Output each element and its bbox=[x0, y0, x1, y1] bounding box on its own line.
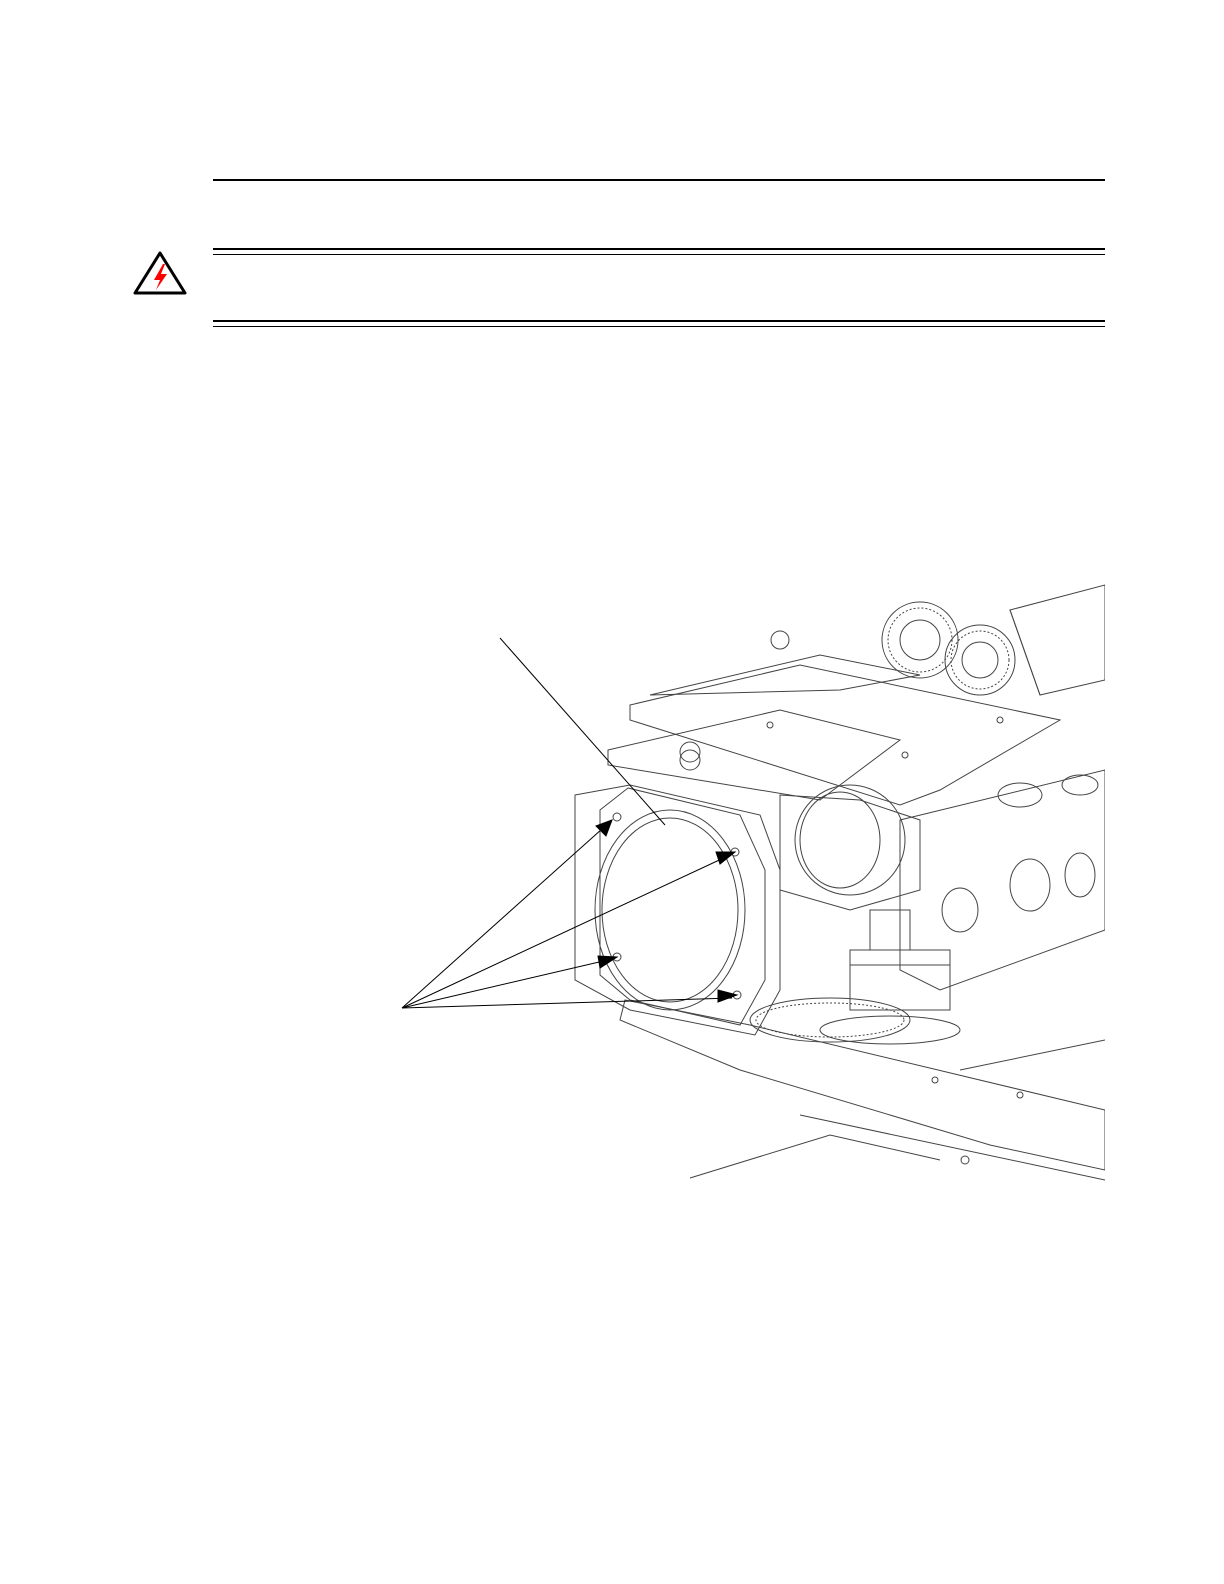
base-plate bbox=[620, 1000, 1105, 1180]
arrowhead bbox=[716, 852, 735, 864]
callout-leader-line bbox=[500, 638, 665, 825]
warning-top-rule-outer bbox=[213, 248, 1105, 250]
motor-unit bbox=[680, 585, 1105, 770]
callout-arrows bbox=[402, 820, 737, 1008]
warning-bottom-rule-outer bbox=[213, 320, 1105, 322]
warning-top-rule-inner bbox=[213, 254, 1105, 255]
warning-bottom-rule-inner bbox=[213, 326, 1105, 327]
lens-housing bbox=[575, 785, 920, 1035]
arrowhead bbox=[596, 820, 612, 836]
electrical-hazard-icon bbox=[132, 250, 188, 296]
lens-module-figure bbox=[380, 570, 1105, 1185]
mounting-screws bbox=[613, 717, 1023, 1164]
circuit-board bbox=[608, 655, 1060, 805]
section-top-rule bbox=[213, 179, 1105, 181]
side-bracket bbox=[850, 770, 1105, 1010]
